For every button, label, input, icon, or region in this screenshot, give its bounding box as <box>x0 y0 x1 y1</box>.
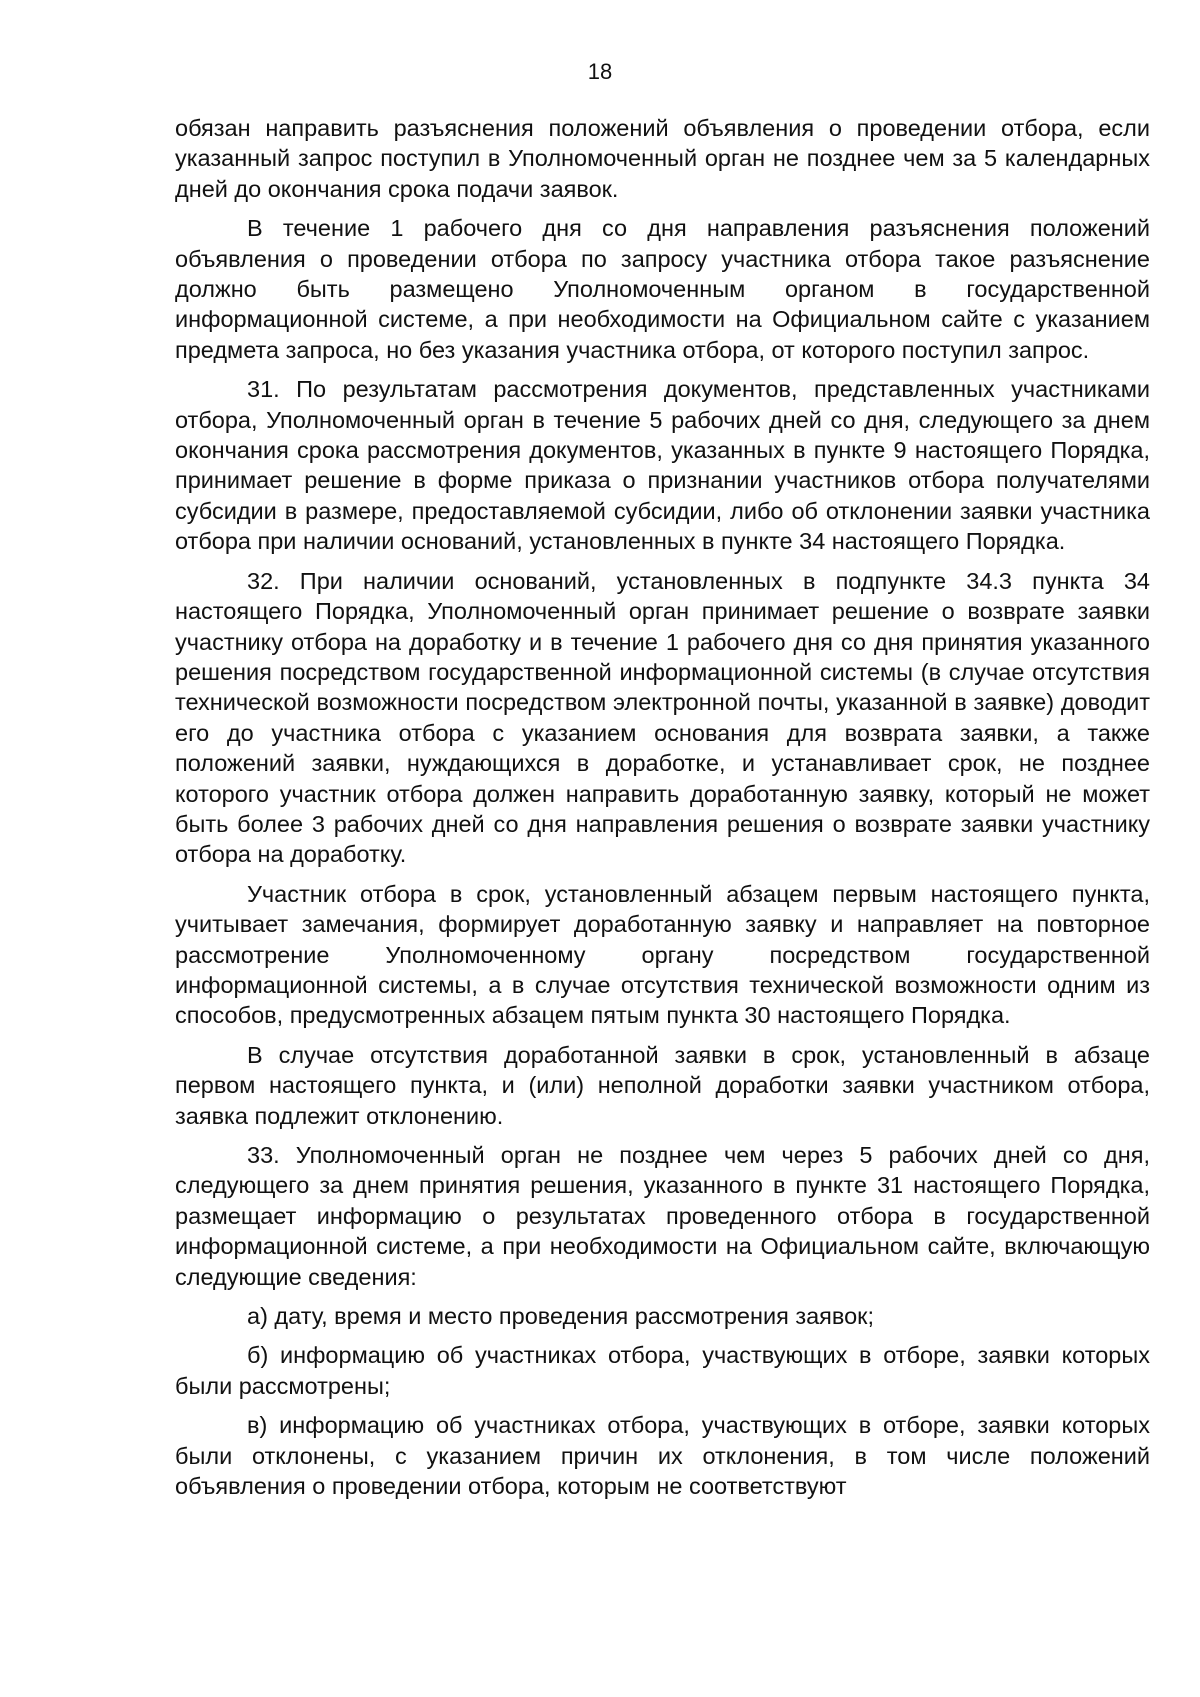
paragraph-item-31: 31. По результатам рассмотрения документов, представленных участниками отбора, Уполномоченный орган в течение 5 рабочих дней со дня, следующего за днем окончания срока рассмотрения документов, указанных в пункте 9 настоящего Порядка, принимает решение в форме приказа о признании участников отбора получателями субсидии в размере, предоставляемой субсидии, либо об отклонении заявки участника отбора при наличии оснований, установленных в пункте 34 настоящего Порядка. <box>175 376 1150 555</box>
paragraph-rejection: В случае отсутствия доработанной заявки в срок, установленный в абзаце первом настоящего пункта, и (или) неполной доработки заявки участником отбора, заявка подлежит отклонению. <box>175 1041 1150 1129</box>
paragraph-item-32: 32. При наличии оснований, установленных в подпункте 34.3 пункта 34 настоящего Порядка, Уполномоченный орган принимает решение о возврате заявки участнику отбора на доработку и в течение 1 рабочего дня со дня принятия указанного решения посредством государственной информационной системы (в случае отсутствия технической возможности посредством электронной почты, указанной в заявке) доводит его до участника отбора с указанием основания для возврата заявки, а также положений заявки, нуждающихся в доработке, и устанавливает срок, не позднее которого участник отбора должен направить доработанную заявку, который не может быть более 3 рабочих дней со дня направления решения о возврате заявки участнику отбора на доработку. <box>175 567 1150 868</box>
list-item-v: в) информацию об участниках отбора, участвующих в отборе, заявки которых были отклонены, с указанием причин их отклонения, в том числе положений объявления о проведении отбора, которым не соответствуют <box>175 1412 1150 1500</box>
list-item-a: а) дату, время и место проведения рассмотрения заявок; <box>247 1303 874 1330</box>
list-item-b: б) информацию об участниках отбора, участвующих в отборе, заявки которых были рассмотрены; <box>175 1342 1150 1399</box>
paragraph-item-33: 33. Уполномоченный орган не позднее чем через 5 рабочих дней со дня, следующего за днем принятия решения, указанного в пункте 31 настоящего Порядка, размещает информацию о результатах проведенного отбора в государственной информационной системе, а при необходимости на Официальном сайте, включающую следующие сведения: <box>175 1142 1150 1290</box>
paragraph-clarification-placement: В течение 1 рабочего дня со дня направления разъяснения положений объявления о проведении отбора по запросу участника отбора такое разъяснение должно быть размещено Уполномоченным органом в государственной информационной системе, а при необходимости на Официальном сайте с указанием предмета запроса, но без указания участника отбора, от которого поступил запрос. <box>175 215 1150 363</box>
document-body <box>175 113 1150 1510</box>
paragraph-continuation: обязан направить разъяснения положений объявления о проведении отбора, если указанный запрос поступил в Уполномоченный орган не позднее чем за 5 календарных дней до окончания срока подачи заявок. <box>175 115 1150 202</box>
page-number: 18 <box>587 59 613 84</box>
paragraph-resubmission: Участник отбора в срок, установленный абзацем первым настоящего пункта, учитывает замечания, формирует доработанную заявку и направляет на повторное рассмотрение Уполномоченному органу посредством государственной информационной системы, а в случае отсутствия технической возможности одним из способов, предусмотренных абзацем пятым пункта 30 настоящего Порядка. <box>175 880 1150 1029</box>
